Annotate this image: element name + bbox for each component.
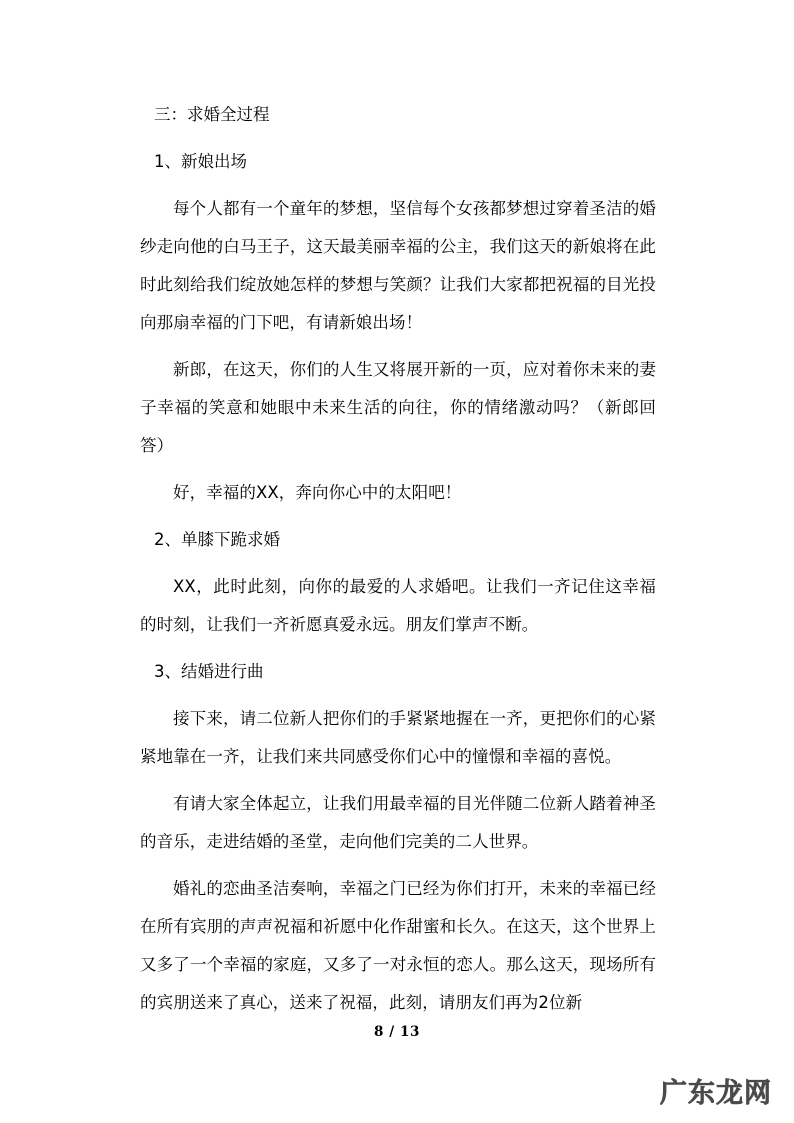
paragraph-all-stand: 有请大家全体起立，让我们用最幸福的目光伴随二位新人踏着神圣的音乐，走进结婚的圣堂，走向他们完美的二人世界。	[140, 794, 656, 851]
sub-heading-bride-entrance: 1、新娘出场	[154, 152, 248, 171]
spacer	[140, 644, 656, 653]
paragraph-proposal-moment: XX，此时此刻，向你的最爱的人求婚吧。让我们一齐记住这幸福的时刻，让我们一齐祈愿真爱永远。朋友们掌声不断。	[140, 577, 656, 634]
document-body	[140, 96, 656, 1022]
spacer	[140, 776, 656, 785]
paragraph-run-to-sun: 好，幸福的XX，奔向你心中的太阳吧！	[173, 483, 462, 502]
spacer	[140, 465, 656, 474]
sub-heading-wedding-march: 3、结婚进行曲	[154, 662, 264, 681]
paragraph-wedding-love-song: 婚礼的恋曲圣洁奏响，幸福之门已经为你们打开，未来的幸福已经在所有宾朋的声声祝福和祈愿中化作甜蜜和长久。在这天，这个世界上又多了一个幸福的家庭，又多了一对永恒的恋人。那么这天，现场所有的宾朋送来了真心，送来了祝福，此刻，请朋友们再为2位新	[140, 879, 656, 1012]
page-number: 8 / 13	[373, 1024, 421, 1040]
spacer	[140, 181, 656, 190]
spacer	[140, 342, 656, 351]
section-heading-three: 三：求婚全过程	[154, 105, 270, 124]
spacer	[140, 691, 656, 700]
paragraph-groom-question: 新郎，在这天，你们的人生又将展开新的一页，应对着你未来的妻子幸福的笑意和她眼中未来生活的向往，你的情绪激动吗？（新郎回答）	[140, 360, 656, 455]
spacer	[140, 512, 656, 521]
paragraph-bride-dream: 每个人都有一个童年的梦想，坚信每个女孩都梦想过穿着圣洁的婚纱走向他的白马王子，这天最美丽幸福的公主，我们这天的新娘将在此时此刻给我们绽放她怎样的梦想与笑颜？让我们大家都把祝福的目光投向那扇幸福的门下吧，有请新娘出场！	[140, 199, 656, 332]
sub-heading-kneel-proposal: 2、单膝下跪求婚	[154, 530, 281, 549]
paragraph-hold-hands: 接下来，请二位新人把你们的手紧紧地握在一齐，更把你们的心紧紧地靠在一齐，让我们来共同感受你们心中的憧憬和幸福的喜悦。	[140, 709, 656, 766]
watermark-logo: 广东龙网	[660, 1078, 772, 1109]
spacer	[140, 134, 656, 143]
spacer	[140, 559, 656, 568]
spacer	[140, 861, 656, 870]
